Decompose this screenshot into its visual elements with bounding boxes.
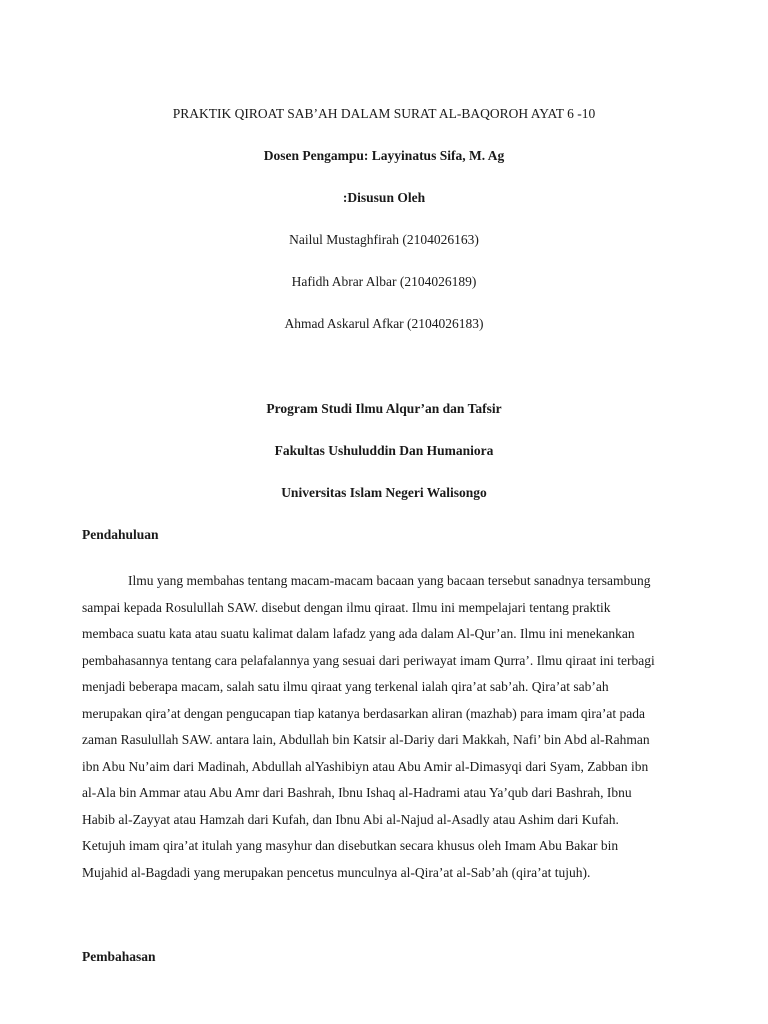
paragraph-line: merupakan qira’at dengan pengucapan tiap katanya berdasarkan aliran (mazhab) para imam qira’at pada	[82, 705, 645, 721]
paragraph-line: al-Ala bin Ammar atau Abu Amr dari Bashrah, Ibnu Ishaq al-Hadrami atau Ya’qub dari Bashrah, Ibnu	[82, 785, 632, 800]
paragraph-line: sampai kepada Rosulullah SAW. disebut dengan ilmu qiraat. Ilmu ini mempelajari tentang praktik	[82, 599, 611, 615]
paragraph-line: pembahasannya tentang cara pelafalannya yang sesuai dari periwayat imam Qurra’. Ilmu qiraat ini terbagi	[82, 652, 655, 668]
paragraph-line: ibn Abu Nu’aim dari Madinah, Abdullah alYashibiyn atau Abu Amir al-Dimasyqi dari Syam, Zabban ibn	[82, 758, 649, 774]
paragraph-line: Mujahid al-Bagdadi yang merupakan pencetus munculnya al-Qira’at al-Sab’ah (qira’at tujuh).	[82, 864, 591, 880]
paragraph-line: zaman Rasulullah SAW. antara lain, Abdullah bin Katsir al-Dariy dari Makkah, Nafi’ bin Abd al-Rahman	[82, 732, 650, 747]
paragraph-line: membaca suatu kata atau suatu kalimat dalam lafadz yang ada dalam Al-Qur’an. Ilmu ini menekankan	[82, 626, 635, 641]
compiled-by-label: :Disusun Oleh	[342, 190, 426, 205]
university-name: Universitas Islam Negeri Walisongo	[281, 485, 487, 500]
intro-paragraph	[82, 568, 722, 886]
paragraph-line: Ilmu yang membahas tentang macam-macam bacaan yang bacaan tersebut sanadnya tersambung	[128, 573, 651, 588]
lecturer-line: Dosen Pengampu: Layyinatus Sifa, M. Ag	[263, 148, 505, 163]
document-title: PRAKTIK QIROAT SAB’AH DALAM SURAT AL-BAQOROH AYAT 6 -10	[172, 106, 596, 121]
author-line: Nailul Mustaghfirah (2104026163)	[289, 232, 479, 247]
paragraph-line: Ketujuh imam qira’at itulah yang masyhur dan disebutkan secara khusus oleh Imam Abu Bakar bin	[82, 838, 619, 853]
faculty-name: Fakultas Ushuluddin Dan Humaniora	[274, 443, 494, 458]
discussion-heading: Pembahasan	[82, 949, 156, 964]
paragraph-line: menjadi beberapa macam, salah satu ilmu qiraat yang terkenal ialah qira’at sab’ah. Qira’at sab’ah	[82, 679, 609, 694]
paragraph-line: Habib al-Zayyat atau Hamzah dari Kufah, dan Ibnu Abi al-Najud al-Asadly atau Ashim dari Kufah.	[82, 811, 619, 827]
intro-heading: Pendahuluan	[82, 527, 159, 542]
author-line: Ahmad Askarul Afkar (2104026183)	[284, 316, 484, 331]
author-line: Hafidh Abrar Albar (2104026189)	[291, 274, 477, 289]
program-name: Program Studi Ilmu Alqur’an dan Tafsir	[266, 401, 502, 416]
